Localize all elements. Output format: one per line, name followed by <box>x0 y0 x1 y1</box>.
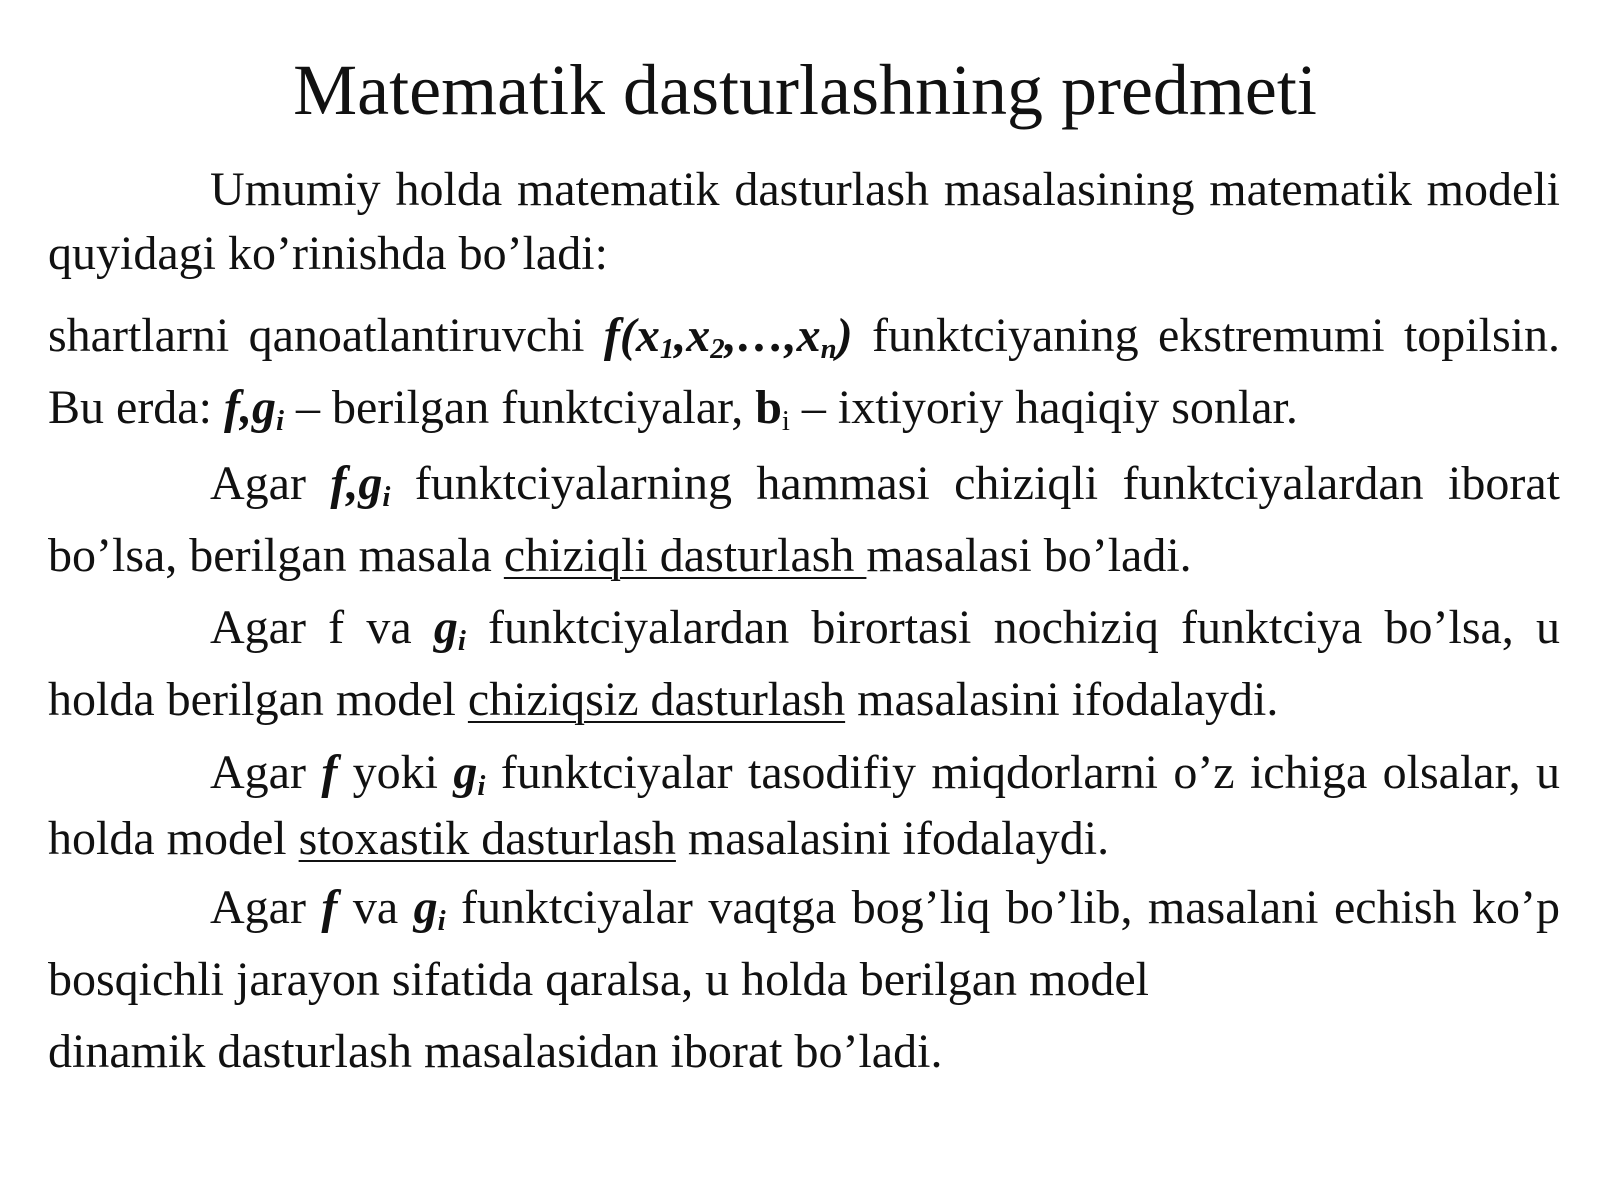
function-symbol-f: f <box>321 746 338 799</box>
text-segment: funktciyaning ekstremumi topilsin. Bu erda: <box>48 309 1560 434</box>
objective-function: $f(x_1,x_2,\dots,x_n)$ <box>603 309 853 366</box>
text-segment: – ixtiyoriy haqiqiy sonlar. <box>789 381 1298 434</box>
function-symbol-g: $g_i$ <box>413 881 446 938</box>
function-symbol-fg: $f,g_i$ <box>223 381 284 438</box>
function-symbol-g: $g_i$ <box>453 746 486 803</box>
term-stochastic-programming: stoxastik dasturlash <box>298 812 676 865</box>
function-symbol-f: f <box>321 881 338 934</box>
term-linear-programming: chiziqli dasturlash <box>503 529 867 582</box>
paragraph-dynamic: Agar f va $g_i$ funktciyalar vaqtga bog’liq bo’lib, masalani echish ko’p bosqichli jarayon sifatida qaralsa, u holda berilgan model <box>48 881 1560 1006</box>
paragraph-dynamic-cont: dinamik dasturlash masalasidan iborat bo’ladi. <box>48 1025 943 1078</box>
paragraph-linear: Agar $f,g_i$ funktciyalarning hammasi chiziqli funktciyalardan iborat bo’lsa, berilgan masala chiziqli dasturlash masalasi bo’ladi. <box>48 457 1560 582</box>
slide-body <box>48 158 1560 1088</box>
paragraph-model-intro: Umumiy holda matematik dasturlash masalasining matematik modeli quyidagi ko’rinishda bo’ladi: <box>48 163 1560 280</box>
term-nonlinear-programming: chiziqsiz dasturlash <box>467 673 846 726</box>
slide-title: Matematik dasturlashning predmeti <box>293 50 1317 130</box>
function-symbol-fg: $f,g_i$ <box>330 457 391 514</box>
constant-symbol-b: $b_i$ <box>755 381 790 438</box>
paragraph-extremum <box>48 300 1560 444</box>
function-symbol-g: $g_i$ <box>433 601 466 658</box>
text-segment: shartlarni qanoatlantiruvchi <box>48 309 604 362</box>
text-segment: – berilgan funktciyalar, <box>283 381 756 434</box>
paragraph-nonlinear: Agar f va $g_i$ funktciyalardan birortasi nochiziq funktciya bo’lsa, u holda berilgan model chiziqsiz dasturlash masalasini ifodalaydi. <box>48 601 1560 726</box>
paragraph-stochastic: Agar f yoki $g_i$ funktciyalar tasodifiy miqdorlarni o’z ichiga olsalar, u holda model stoxastik dasturlash masalasini ifodalaydi. <box>48 746 1561 865</box>
